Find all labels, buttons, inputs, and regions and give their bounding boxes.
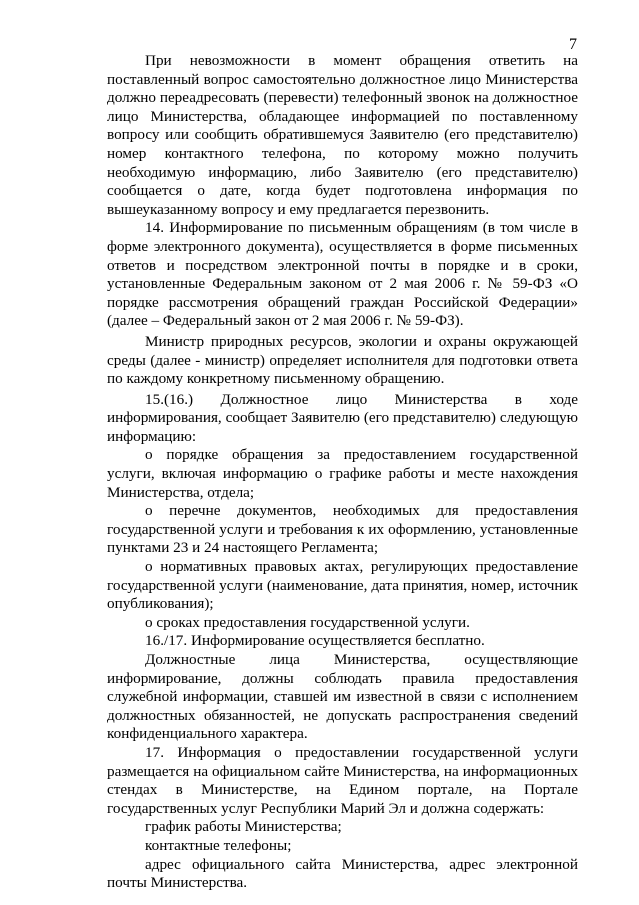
list-item-documents: о перечне документов, необходимых для предоставления государственной услуги и требования к их оформлению, установленные пунктами 23 и 24 настоящего Регламента; [107, 502, 578, 557]
paragraph-minister-assigns: Министр природных ресурсов, экологии и охраны окружающей среды (далее - министр) определяет исполнителя для подготовки ответа по каждому конкретному письменному обращению. [107, 332, 578, 388]
list-item-terms: о сроках предоставления государственной услуги. [145, 613, 470, 631]
list-item-schedule: график работы Министерства; [145, 818, 342, 836]
list-item-procedure: о порядке обращения за предоставлением государственной услуги, включая информацию о графике работы и месте нахождения Министерства, отдела; [107, 446, 578, 501]
list-item-legal-acts: о нормативных правовых актах, регулирующих предоставление государственной услуги (наименование, дата принятия, номер, источник опубликования); [107, 558, 578, 613]
paragraph-confidentiality: Должностные лица Министерства, осуществляющие информирование, должны соблюдать правила предоставления служебной информации, ставшей им известной в связи с исполнением должностных обязанностей, не допускать распространения сведений конфиденциального характера. [107, 651, 578, 743]
paragraph-16-free-of-charge: 16./17. Информирование осуществляется бесплатно. [145, 632, 485, 650]
page-number: 7 [569, 36, 577, 53]
paragraph-14-written-requests: 14. Информирование по письменным обращениям (в том числе в форме электронного документа), осуществляется в форме письменных ответов и посредством электронной почты в порядке и в сроки, установленные Федеральным законом от 2 мая 2006 г. № 59-ФЗ «О порядке рассмотрения обращений граждан Российской Федерации» (далее – Федеральный закон от 2 мая 2006 г. № 59-ФЗ). [107, 219, 578, 330]
document-body [107, 52, 578, 893]
paragraph-17-publication: 17. Информация о предоставлении государственной услуги размещается на официальном сайте Министерства, на информационных стендах в Министерстве, на Едином портале, на Портале государственных услуг Республики Марий Эл и должна содержать: [107, 743, 578, 817]
paragraph-redirect-call: При невозможности в момент обращения ответить на поставленный вопрос самостоятельно должностное лицо Министерства должно переадресовать (перевести) телефонный звонок на должностное лицо Министерства, обладающее информацией по поставленному вопросу или сообщить обратившемуся Заявителю (его представителю) номер контактного телефона, по которому можно получить необходимую информацию, либо Заявителю (его представителю) сообщается о дате, когда будет подготовлена информация по вышеуказанному вопросу и ему предлагается перезвонить. [107, 52, 578, 218]
list-item-website-email: адрес официального сайта Министерства, адрес электронной почты Министерства. [107, 855, 578, 892]
paragraph-15-information-list: 15.(16.) Должностное лицо Министерства в ходе информирования, сообщает Заявителю (его представителю) следующую информацию: [107, 390, 578, 445]
list-item-phones: контактные телефоны; [145, 836, 292, 854]
